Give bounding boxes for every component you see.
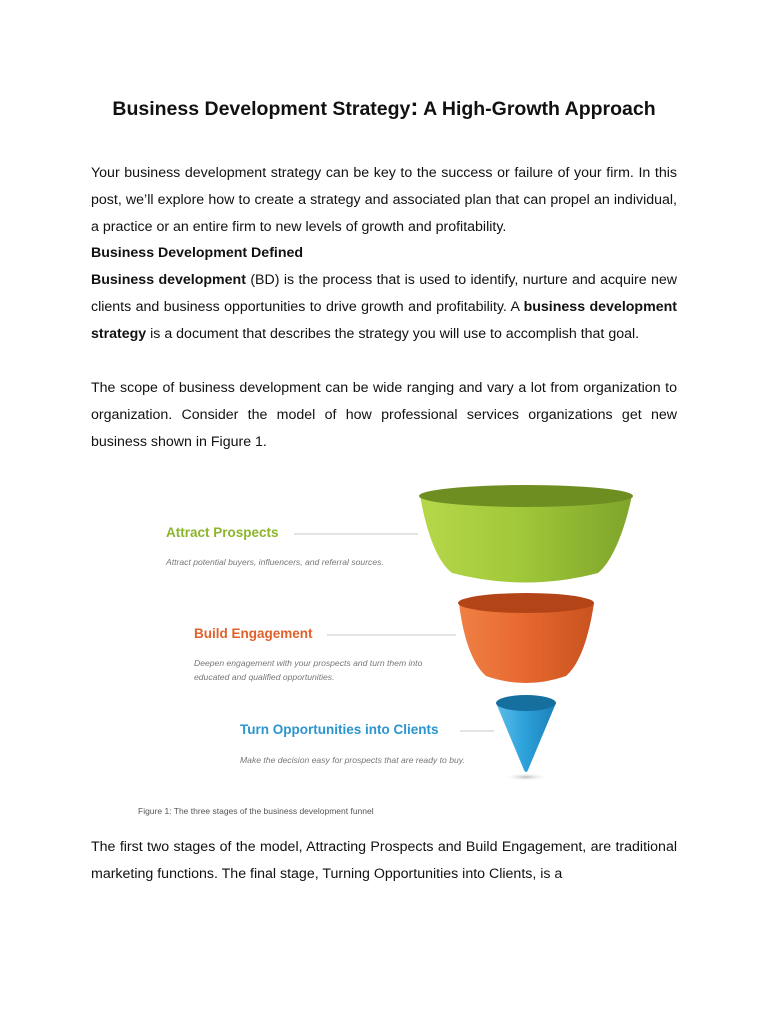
definition-text-2: is a document that describes the strategy you will use to accomplish that goal. (146, 326, 640, 342)
stage-2-title: Build Engagement (194, 626, 313, 641)
scope-paragraph: The scope of business development can be wide ranging and vary a lot from organization to organization. Consider the model of how professional services organizations get new business shown in Figure 1. (91, 380, 677, 450)
section-heading: Business Development Defined (91, 245, 304, 261)
after-figure-paragraph: The first two stages of the model, Attracting Prospects and Build Engagement, are traditional marketing functions. The final stage, Turning Opportunities into Clients, is a (91, 839, 677, 882)
funnel-stage-3-rim (496, 695, 556, 711)
funnel-stage-1-rim (419, 485, 633, 507)
term-bd-strategy: business development strategy (91, 299, 677, 342)
funnel-stage-3-shape (496, 703, 556, 772)
funnel-stage-2-rim (458, 593, 594, 613)
funnel-stage-1-shape (420, 495, 632, 583)
stage-3-description: Make the decision easy for prospects that are ready to buy. (240, 755, 465, 765)
title-main: Business Development Strategy (112, 98, 411, 120)
stage-3-title: Turn Opportunities into Clients (240, 722, 439, 737)
title-sub: A High-Growth Approach (418, 98, 656, 120)
figure-caption: Figure 1: The three stages of the business development funnel (138, 806, 374, 816)
funnel-shadow (504, 773, 548, 781)
stage-2-description-line-2: educated and qualified opportunities. (194, 672, 335, 682)
stage-2-description-line-1: Deepen engagement with your prospects and turn them into (194, 658, 423, 668)
definition-text-1: (BD) is the process that is used to identify, nurture and acquire new clients and business opportunities to drive growth and profitability. A (91, 272, 677, 315)
stage-1-description: Attract potential buyers, influencers, and referral sources. (166, 557, 384, 567)
intro-paragraph: Your business development strategy can be key to the success or failure of your firm. In this post, we’ll explore how to create a strategy and associated plan that can propel an individual, a practice or an entire firm to new levels of growth and profitability. (91, 165, 677, 235)
term-business-development: Business development (91, 272, 246, 288)
stage-1-title: Attract Prospects (166, 525, 279, 540)
title-colon: : (410, 94, 419, 121)
funnel-stage-2-shape (459, 603, 594, 683)
